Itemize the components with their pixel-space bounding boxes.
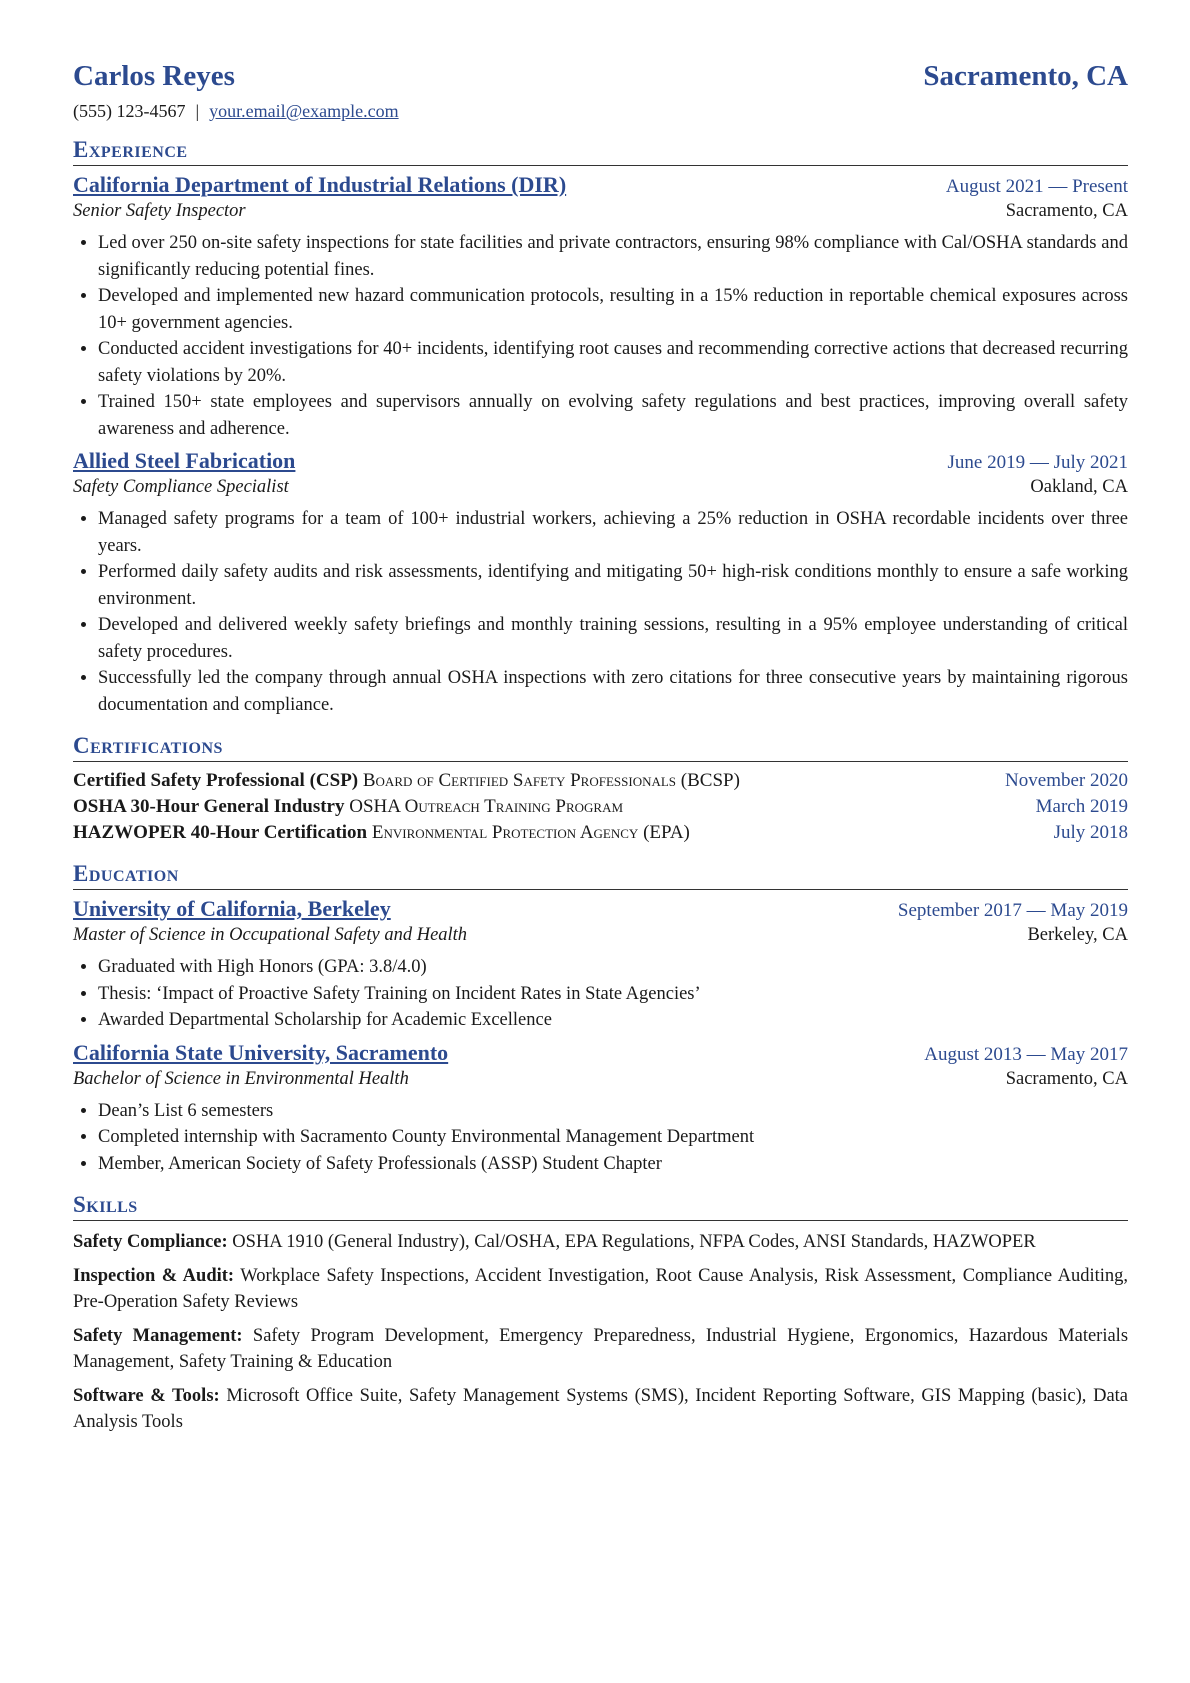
education-entry: [73, 1040, 1128, 1178]
certification-date: March 2019: [1035, 796, 1128, 817]
list-item: • Member, American Society of Safety Professionals (ASSP) Student Chapter: [98, 1151, 1128, 1178]
education-entry: [73, 896, 1128, 1034]
skill-items: OSHA 1910 (General Industry), Cal/OSHA, EPA Regulations, NFPA Codes, ANSI Standards, HAZWOPER: [232, 1232, 1036, 1252]
skill-row: [73, 1383, 1128, 1435]
list-item: • Successfully led the company through annual OSHA inspections with zero citations for three consecutive years by maintaining rigorous documentation and compliance.: [98, 665, 1128, 718]
certification-issuer: Environmental Protection Agency (EPA): [371, 822, 690, 843]
certification-row: [73, 768, 1128, 794]
skill-row: [73, 1263, 1128, 1315]
certification-date: November 2020: [1005, 770, 1128, 791]
list-item: • Developed and delivered weekly safety briefings and monthly training sessions, resulting in a 95% employee understanding of critical safety procedures.: [98, 612, 1128, 665]
certification-list: [73, 768, 1128, 846]
job-title: Senior Safety Inspector: [73, 201, 246, 221]
phone-number: (555) 123-4567: [73, 101, 186, 121]
skill-items: Microsoft Office Suite, Safety Management Systems (SMS), Incident Reporting Software, GIS Mapping (basic), Data Analysis Tools: [73, 1386, 1129, 1432]
skill-row: [73, 1229, 1128, 1255]
employment-dates: June 2019 — July 2021: [947, 452, 1128, 473]
skill-items: Workplace Safety Inspections, Accident Investigation, Root Cause Analysis, Risk Assessment, Compliance Auditing, Pre-Operation Safety Reviews: [73, 1266, 1128, 1312]
job-location: Oakland, CA: [1030, 477, 1128, 497]
achievement-list: [73, 230, 1128, 442]
candidate-name: Carlos Reyes: [73, 60, 235, 92]
skill-row: [73, 1323, 1128, 1375]
skill-items: Safety Program Development, Emergency Preparedness, Industrial Hygiene, Ergonomics, Hazardous Materials Management, Safety Training & Education: [73, 1326, 1129, 1372]
school-location: Sacramento, CA: [1005, 1068, 1128, 1089]
list-item: • Led over 250 on-site safety inspections for state facilities and private contractors, ensuring 98% compliance with Cal/OSHA standards and significantly reducing potential fines.: [98, 230, 1128, 283]
certification-name: OSHA 30-Hour General Industry: [73, 796, 345, 817]
skill-category: Inspection & Audit:: [73, 1266, 235, 1286]
list-item: • Developed and implemented new hazard communication protocols, resulting in a 15% reduction in reportable chemical exposures across 10+ government agencies.: [98, 283, 1128, 336]
email-link[interactable]: your.email@example.com: [209, 101, 399, 121]
candidate-location: Sacramento, CA: [923, 60, 1128, 92]
list-item: • Trained 150+ state employees and supervisors annually on evolving safety regulations and best practices, improving overall safety awareness and adherence.: [98, 389, 1128, 442]
job-title: Safety Compliance Specialist: [73, 477, 289, 497]
section-title-certifications: Certifications: [73, 732, 1128, 762]
list-item: • Awarded Departmental Scholarship for Academic Excellence: [98, 1007, 1128, 1034]
certification-issuer: Board of Certified Safety Professionals (BCSP): [362, 770, 740, 791]
list-item: • Performed daily safety audits and risk assessments, identifying and mitigating 50+ high-risk conditions monthly to ensure a safe working environment.: [98, 559, 1128, 612]
list-item: • Conducted accident investigations for 40+ incidents, identifying root causes and recommending corrective actions that decreased recurring safety violations by 20%.: [98, 336, 1128, 389]
section-title-education: Education: [73, 860, 1128, 890]
study-dates: September 2017 — May 2019: [897, 900, 1128, 921]
study-dates: August 2013 — May 2017: [924, 1043, 1128, 1065]
resume-header: [73, 60, 1128, 93]
list-item: • Managed safety programs for a team of 100+ industrial workers, achieving a 25% reduction in OSHA recordable incidents over three years.: [98, 506, 1128, 559]
certification-date: July 2018: [1053, 822, 1128, 843]
employer-link[interactable]: Allied Steel Fabrication: [73, 448, 296, 473]
degree-title: Master of Science in Occupational Safety and Health: [73, 925, 468, 945]
contact-separator: |: [195, 101, 200, 121]
list-item: • Thesis: ‘Impact of Proactive Safety Training on Incident Rates in State Agencies’: [98, 981, 1128, 1008]
achievement-list: [73, 506, 1128, 718]
skill-category: Software & Tools:: [73, 1386, 220, 1406]
list-item: • Completed internship with Sacramento County Environmental Management Department: [98, 1124, 1128, 1151]
school-link[interactable]: California State University, Sacramento: [73, 1039, 449, 1065]
certification-row: [73, 794, 1128, 820]
education-details-list: [73, 1098, 1128, 1178]
contact-line: [73, 101, 1128, 122]
employment-dates: August 2021 — Present: [945, 176, 1128, 197]
experience-entry: [73, 172, 1128, 442]
skill-category: Safety Compliance:: [73, 1232, 228, 1252]
education-details-list: [73, 954, 1128, 1034]
list-item: • Dean’s List 6 semesters: [98, 1098, 1128, 1125]
certification-row: [73, 820, 1128, 846]
certification-issuer: OSHA Outreach Training Program: [349, 796, 624, 817]
list-item: • Graduated with High Honors (GPA: 3.8/4.0): [98, 954, 1128, 981]
school-link[interactable]: University of California, Berkeley: [73, 896, 391, 921]
school-location: Berkeley, CA: [1027, 925, 1128, 945]
experience-entry: [73, 448, 1128, 718]
skill-category: Safety Management:: [73, 1326, 243, 1346]
section-title-skills: Skills: [73, 1191, 1128, 1221]
certification-name: Certified Safety Professional (CSP): [73, 770, 359, 791]
employer-link[interactable]: California Department of Industrial Relations (DIR): [73, 172, 567, 197]
degree-title: Bachelor of Science in Environmental Health: [73, 1068, 409, 1089]
section-title-experience: Experience: [73, 136, 1128, 166]
certification-name: HAZWOPER 40-Hour Certification: [73, 822, 368, 843]
resume-page: [73, 60, 1128, 1435]
job-location: Sacramento, CA: [1005, 201, 1128, 221]
